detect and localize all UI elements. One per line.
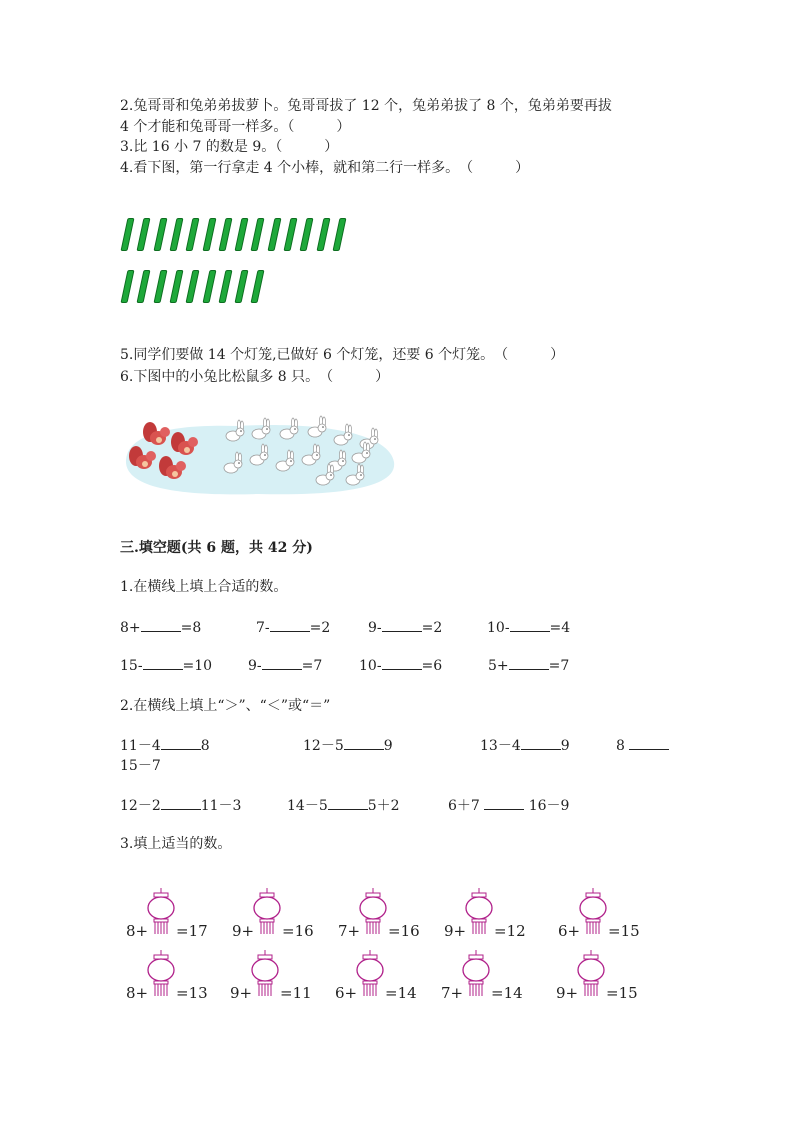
equation-left: 9- [248,658,262,674]
stick [218,218,232,251]
answer-blank[interactable] [161,795,201,810]
question-2-line-2: 4 个才能和兔哥哥一样多。（ ） [120,119,351,135]
answer-blank[interactable] [344,735,384,750]
answer-blank[interactable] [382,617,422,632]
equation [480,735,570,756]
lantern-equation-right: =13 [176,984,208,1002]
equation-right: 8 [200,738,210,754]
equation-right: 5＋2 [367,798,400,814]
equation-right: =8 [180,620,202,636]
equation-right: =7 [548,658,570,674]
stick [153,218,167,251]
question-3: 3.比 16 小 7 的数是 9。（ ） [120,139,339,155]
lantern-equation [550,950,650,1010]
answer-blank[interactable] [484,795,524,810]
equation [487,617,570,638]
stick [300,218,314,251]
lantern-icon [248,950,282,998]
stick [267,218,281,251]
stick [120,218,134,251]
lantern-blank[interactable] [576,888,610,940]
lantern-equation-left: 8+ [126,922,149,940]
equation-right: =4 [549,620,571,636]
lantern-blank[interactable] [353,950,387,1002]
stick [235,270,249,303]
lantern-equation-left: 9+ [444,922,467,940]
stick [169,270,183,303]
lantern-blank[interactable] [248,950,282,1002]
equation-left: 13－4 [480,738,521,754]
answer-blank[interactable] [270,617,310,632]
lantern-equation [329,950,429,1010]
equation-left: 12－5 [303,738,344,754]
stick [316,218,330,251]
answer-blank[interactable] [629,735,669,750]
stick [137,270,151,303]
equation-left: 6＋7 [448,798,485,814]
stick [218,270,232,303]
equation-left: 15- [120,658,143,674]
lantern-equation-right: =15 [608,922,640,940]
equation [448,795,569,816]
lantern-equation-left: 7+ [338,922,361,940]
equation-right: =2 [309,620,331,636]
lantern-blank[interactable] [459,950,493,1002]
fill-q2-row-1-wrap: 15－7 [120,758,161,774]
stick [186,218,200,251]
lantern-equation-left: 7+ [441,984,464,1002]
equation [120,617,201,638]
section-3-title: 三.填空题(共 6 题，共 42 分) [120,540,313,556]
answer-blank[interactable] [143,655,183,670]
lantern-equation-right: =16 [282,922,314,940]
lantern-icon [576,888,610,936]
equation-left: 9- [368,620,382,636]
fill-q3-text: 3.填上适当的数。 [120,836,232,852]
lantern-icon [459,950,493,998]
stick [120,270,134,303]
lantern-equation-left: 9+ [556,984,579,1002]
lantern-equation-right: =12 [494,922,526,940]
answer-blank[interactable] [382,655,422,670]
answer-blank[interactable] [509,655,549,670]
lantern-blank[interactable] [574,950,608,1002]
equation-left: 8+ [120,620,141,636]
equation-left: 7- [256,620,270,636]
equation [256,617,330,638]
equation [120,795,241,816]
lantern-row-2 [120,950,680,1010]
lantern-blank[interactable] [144,888,178,940]
lantern-equation [120,950,220,1010]
lantern-equation [435,950,535,1010]
lantern-blank[interactable] [250,888,284,940]
answer-blank[interactable] [510,617,550,632]
equation-right: 11－3 [200,798,242,814]
stick [251,270,265,303]
equation-left: 10- [359,658,382,674]
squirrel-rabbit-picture [118,412,396,496]
fill-q1-text: 1.在横线上填上合适的数。 [120,579,288,595]
equation-right: 9 [383,738,393,754]
fill-q2-text: 2.在横线上填上“＞”、“＜”或“＝” [120,698,331,714]
answer-blank[interactable] [521,735,561,750]
stick [283,218,297,251]
stick [251,218,265,251]
equation [368,617,442,638]
lantern-equation-right: =15 [606,984,638,1002]
answer-blank[interactable] [141,617,181,632]
lantern-equation [552,888,652,948]
equation [287,795,400,816]
lantern-equation-left: 9+ [230,984,253,1002]
equation [616,735,669,756]
lantern-equation-right: =14 [385,984,417,1002]
lantern-icon [250,888,284,936]
lantern-equation [332,888,432,948]
equation-left: 5+ [488,658,509,674]
lantern-icon [462,888,496,936]
equation [120,655,212,676]
question-4: 4.看下图，第一行拿走 4 个小棒，就和第二行一样多。 （ ） [120,160,530,176]
stick [202,218,216,251]
lantern-equation-right: =11 [280,984,312,1002]
equation-right: 16－9 [524,798,570,814]
lantern-equation-right: =16 [388,922,420,940]
equation [359,655,442,676]
equation [303,735,393,756]
lantern-blank[interactable] [144,950,178,1002]
equation-left: 10- [487,620,510,636]
stick [235,218,249,251]
equation [248,655,322,676]
equation-right: =2 [421,620,443,636]
lantern-equation [438,888,538,948]
answer-blank[interactable] [328,795,368,810]
lantern-icon [144,950,178,998]
stick [186,270,200,303]
answer-blank[interactable] [262,655,302,670]
stick [153,270,167,303]
answer-blank[interactable] [161,735,201,750]
lantern-equation [226,888,326,948]
lantern-equation-left: 8+ [126,984,149,1002]
lantern-row-1 [120,888,680,948]
stick [137,218,151,251]
equation [120,735,210,756]
question-2-line-1: 2.兔哥哥和兔弟弟拔萝卜。兔哥哥拔了 12 个，兔弟弟拔了 8 个，兔弟弟要再拔 [120,98,612,114]
equation-left: 11－4 [120,738,161,754]
equation-right: =6 [421,658,443,674]
equation-right: =7 [301,658,323,674]
lantern-blank[interactable] [356,888,390,940]
equation-right: 9 [560,738,570,754]
lantern-equation-left: 6+ [335,984,358,1002]
question-6: 6.下图中的小兔比松鼠多 8 只。 （ ） [120,369,390,385]
stick [332,218,346,251]
lantern-blank[interactable] [462,888,496,940]
lantern-equation-left: 9+ [232,922,255,940]
stick [169,218,183,251]
lantern-equation-right: =17 [176,922,208,940]
question-5: 5.同学们要做 14 个灯笼,已做好 6 个灯笼，还要 6 个灯笼。 （ ） [120,347,565,363]
lantern-icon [356,888,390,936]
lantern-icon [144,888,178,936]
lantern-equation [120,888,220,948]
lantern-icon [574,950,608,998]
lantern-equation [224,950,324,1010]
lantern-equation-left: 6+ [558,922,581,940]
lantern-equation-right: =14 [491,984,523,1002]
stick [202,270,216,303]
equation-right: =10 [182,658,213,674]
equation [488,655,569,676]
lantern-icon [353,950,387,998]
equation-left: 14－5 [287,798,328,814]
equation-left: 12－2 [120,798,161,814]
equation-left: 8 [616,738,630,754]
